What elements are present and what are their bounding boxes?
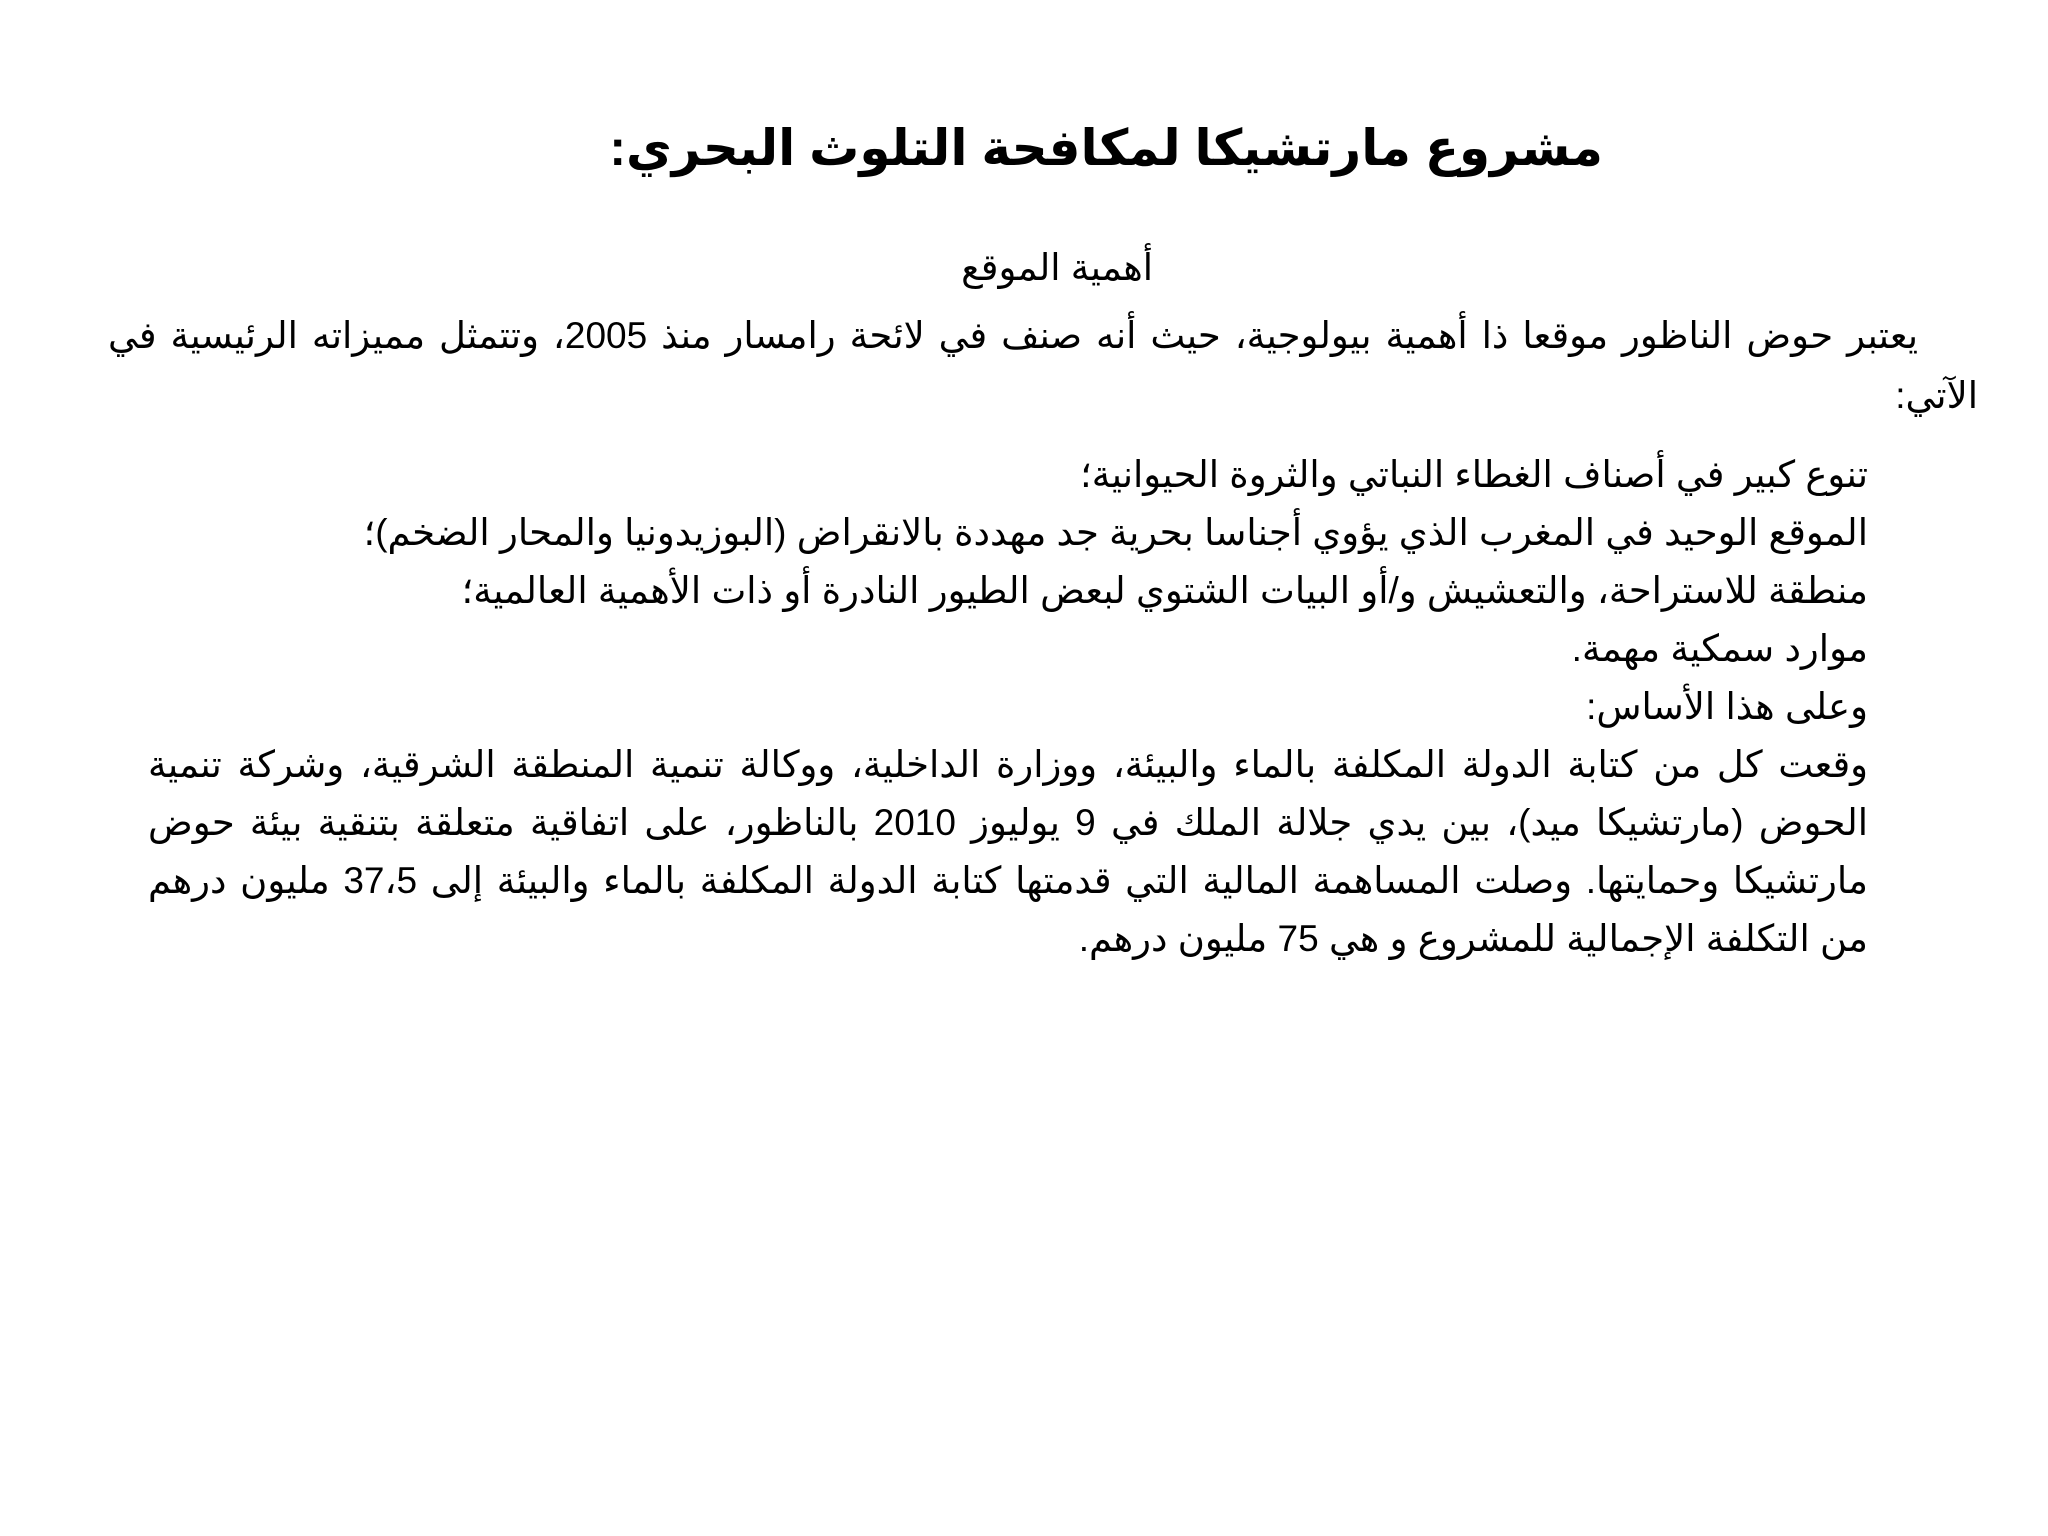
section-subtitle: أهمية الموقع — [961, 247, 1153, 288]
basis-line: وعلى هذا الأساس: — [1586, 686, 1868, 727]
feature-item: موارد سمكية مهمة. — [1571, 628, 1868, 669]
feature-item: منطقة للاستراحة، والتعشيش و/أو البيات الشتوي لبعض الطيور النادرة أو ذات الأهمية العالمية؛ — [461, 570, 1868, 611]
feature-item: تنوع كبير في أصناف الغطاء النباتي والثروة الحيوانية؛ — [1079, 454, 1868, 495]
body-content — [148, 446, 1868, 968]
slide-title: مشروع مارتشيكا لمكافحة التلوث البحري: — [609, 120, 1603, 176]
intro-paragraph: يعتبر حوض الناظور موقعا ذا أهمية بيولوجية، حيث أنه صنف في لائحة رامسار منذ 2005، وتتمثل مميزاته الرئيسية في الآتي: — [108, 315, 1978, 416]
agreement-paragraph: وقعت كل من كتابة الدولة المكلفة بالماء والبيئة، ووزارة الداخلية، ووكالة تنمية المنطقة الشرقية، وشركة تنمية الحوض (مارتشيكا ميد)، بين يدي جلالة الملك في 9 يوليوز 2010 بالناظور، على اتفاقية متعلقة بتنقية بيئة حوض مارتشيكا وحمايتها. وصلت المساهمة المالية التي قدمتها كتابة الدولة المكلفة بالماء والبيئة إلى 37،5 مليون درهم من التكلفة الإجمالية للمشروع و هي 75 مليون درهم. — [148, 744, 1869, 959]
feature-item: الموقع الوحيد في المغرب الذي يؤوي أجناسا بحرية جد مهددة بالانقراض (البوزيدونيا والمحار الضخم)؛ — [363, 512, 1868, 553]
